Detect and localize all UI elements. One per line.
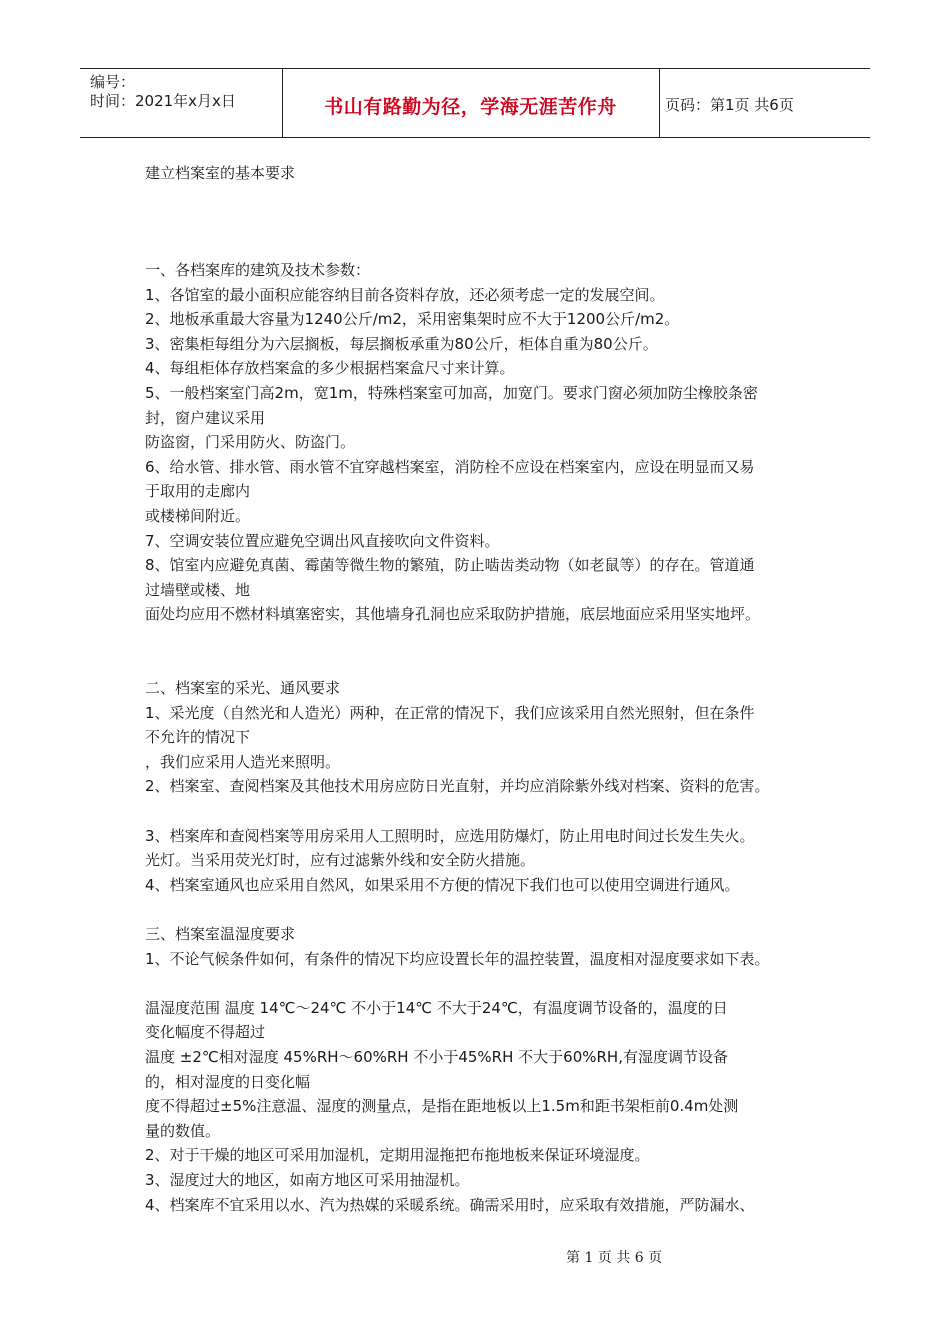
document-body <box>145 258 825 1217</box>
body-text-line: 1、采光度（自然光和人造光）两种，在正常的情况下，我们应该采用自然光照射，但在条件 <box>145 703 755 722</box>
header-meta-cell <box>80 69 283 137</box>
document-date-label: 时间：2021年x月x日 <box>90 92 236 110</box>
body-text-line: 4、每组柜体存放档案盒的多少根据档案盒尺寸来计算。 <box>145 359 515 378</box>
body-text-line: 不允许的情况下 <box>145 728 251 747</box>
body-text-line: 光灯。当采用荧光灯时，应有过滤紫外线和安全防火措施。 <box>145 851 536 870</box>
body-text-line: ，我们应采用人造光来照明。 <box>145 752 341 771</box>
page-footer: 第 1 页 共 6 页 <box>566 1250 663 1266</box>
blank-line <box>145 652 825 677</box>
body-text-line: 7、空调安装位置应避免空调出风直接吹向文件资料。 <box>145 531 500 550</box>
body-text-line: 3、档案库和查阅档案等用房采用人工照明时，应选用防爆灯，防止用电时间过长发生失火。 <box>145 826 755 845</box>
blank-line <box>145 799 825 824</box>
body-text-line: 变化幅度不得超过 <box>145 1023 266 1042</box>
body-text-line: 2、地板承重最大容量为1240公斤/m2，采用密集架时应不大于1200公斤/m2。 <box>145 310 680 329</box>
body-text-line: 一、各档案库的建筑及技术参数： <box>145 261 371 279</box>
body-text-line: 过墙壁或楼、地 <box>145 580 251 599</box>
body-text-line: 于取用的走廊内 <box>145 482 251 501</box>
document-number-label: 编号： <box>90 73 136 91</box>
motto-text: 书山有路勤为径，学海无涯苦作舟 <box>324 96 617 118</box>
blank-line <box>145 971 825 996</box>
body-text-line: 度不得超过±5%注意温、湿度的测量点，是指在距地板以上1.5m和距书架柜前0.4m处测 <box>145 1097 739 1116</box>
body-text-line: 6、给水管、排水管、雨水管不宜穿越档案室，消防栓不应设在档案室内，应设在明显而又易 <box>145 457 755 476</box>
document-title: 建立档案室的基本要求 <box>145 164 296 182</box>
body-text-line: 1、不论气候条件如何，有条件的情况下均应设置长年的温控装置，温度相对湿度要求如下表。 <box>145 949 770 968</box>
body-text-line: 1、各馆室的最小面积应能容纳目前各资料存放，还必须考虑一定的发展空间。 <box>145 285 665 304</box>
body-text-line: 封，窗户建议采用 <box>145 408 266 427</box>
body-text-line: 4、档案室通风也应采用自然风，如果采用不方便的情况下我们也可以使用空调进行通风。 <box>145 875 740 894</box>
page-info: 页码：第1页 共6页 <box>665 96 794 114</box>
body-text-line: 温湿度范围 温度 14℃～24℃ 不小于14℃ 不大于24℃，有温度调节设备的，温度的日 <box>145 998 728 1017</box>
body-text-line: 二、档案室的采光、通风要求 <box>145 679 341 698</box>
body-text-line: 4、档案库不宜采用以水、汽为热媒的采暖系统。确需采用时，应采取有效措施，严防漏水、 <box>145 1195 755 1214</box>
body-text-line: 2、对于干燥的地区可采用加湿机，定期用湿拖把布拖地板来保证环境湿度。 <box>145 1146 650 1165</box>
body-text-line: 的，相对湿度的日变化幅 <box>145 1072 311 1091</box>
blank-line <box>145 897 825 922</box>
body-text-line: 3、湿度过大的地区，如南方地区可采用抽湿机。 <box>145 1170 470 1189</box>
body-text-line: 8、馆室内应避免真菌、霉菌等微生物的繁殖，防止啮齿类动物（如老鼠等）的存在。管道通 <box>145 556 755 575</box>
body-text-line: 或楼梯间附近。 <box>145 506 251 525</box>
body-text-line: 三、档案室温湿度要求 <box>145 925 296 944</box>
body-text-line: 量的数值。 <box>145 1121 221 1140</box>
body-text-line: 面处均应用不燃材料填塞密实，其他墙身孔洞也应采取防护措施，底层地面应采用坚实地坪。 <box>145 605 761 624</box>
body-text-line: 3、密集柜每组分为六层搁板，每层搁板承重为80公斤，柜体自重为80公斤。 <box>145 334 658 353</box>
header-motto-cell <box>282 69 660 137</box>
blank-line <box>145 627 825 652</box>
document-header <box>80 68 870 138</box>
body-text-line: 防盗窗，门采用防火、防盗门。 <box>145 433 356 452</box>
header-page-cell <box>659 69 870 137</box>
body-text-line: 温度 ±2℃相对湿度 45%RH～60%RH 不小于45%RH 不大于60%RH,有湿度调节设备 <box>145 1048 728 1066</box>
body-text-line: 2、档案室、查阅档案及其他技术用房应防日光直射，并均应消除紫外线对档案、资料的危害。 <box>145 777 770 796</box>
body-text-line: 5、一般档案室门高2m，宽1m，特殊档案室可加高，加宽门。要求门窗必须加防尘橡胶条密 <box>145 383 758 402</box>
